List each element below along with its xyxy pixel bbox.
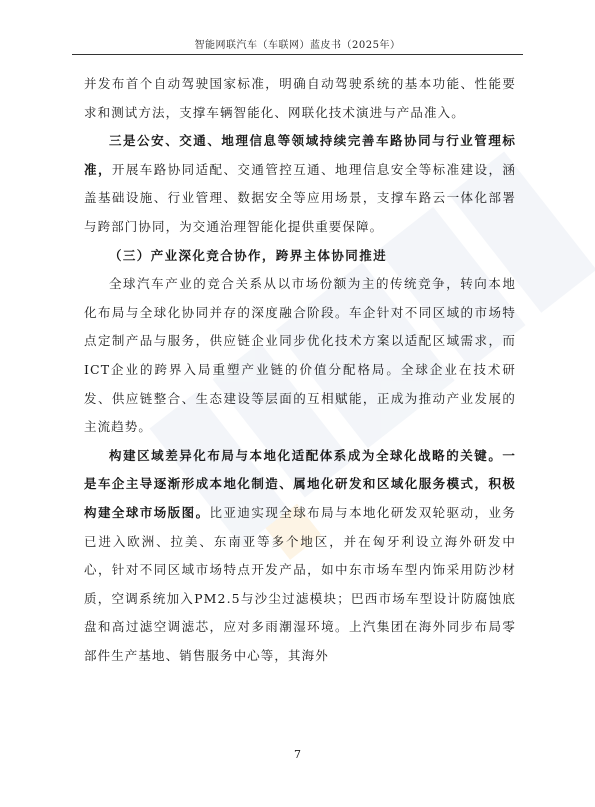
paragraph-1 (84, 70, 516, 127)
running-header: 智能网联汽车（车联网）蓝皮书（2025年） (194, 40, 401, 51)
paragraph-4-text: 比亚迪实现全球布局与本地化研发双轮驱动，业务已进入欧洲、拉美、东南亚等多个地区，并在匈牙利设立海外研发中心，针对不同区域市场特点开发产品，如中东市场车型内饰采用防沙材质，空调系统加入PM2.5与沙尘过滤模块；巴西市场车型设计防腐蚀底盘和高过滤空调滤芯，应对多雨潮湿环境。上汽集团在海外同步布局零部件生产基地、销售服务中心等，其海外 (84, 504, 517, 663)
paragraph-3 (84, 270, 516, 442)
page-number: 7 (294, 748, 301, 761)
paragraph-2-bold-lead: 三是公安、交通、地理信息等领域持续完善车路协同与行业管理标准， (84, 133, 516, 177)
paragraph-1-text: 并发布首个自动驾驶国家标准，明确自动驾驶系统的基本功能、性能要求和测试方法，支撑车辆智能化、网联化技术演进与产品准入。 (84, 76, 516, 120)
paragraph-2 (84, 127, 516, 241)
paragraph-4 (84, 442, 516, 671)
header-divider (72, 54, 523, 55)
section-heading: （三）产业深化竞合协作，跨界主体协同推进 (109, 247, 388, 263)
paragraph-4-bold-lead: 构建区域差异化布局与本地化适配体系成为全球化战略的关键。一是车企主导逐渐形成本地化制造、属地化研发和区域化服务模式，积极构建全球市场版图。 (84, 447, 516, 520)
paragraph-3-text: 全球汽车产业的竞合关系从以市场份额为主的传统竞争，转向本地化布局与全球化协同并存的深度融合阶段。车企针对不同区域的市场特点定制产品与服务，供应链企业同步优化技术方案以适配区域需求，而ICT企业的跨界入局重塑产业链的价值分配格局。全球企业在技术研发、供应链整合、生态建设等层面的互相赋能，正成为推动产业发展的主流趋势。 (84, 276, 516, 435)
paragraph-2-text: 开展车路协同适配、交通管控互通、地理信息安全等标准建设，涵盖基础设施、行业管理、数据安全等应用场景，支撑车路云一体化部署与跨部门协同，为交通治理智能化提供重要保障。 (84, 161, 517, 234)
document-body (84, 70, 516, 670)
